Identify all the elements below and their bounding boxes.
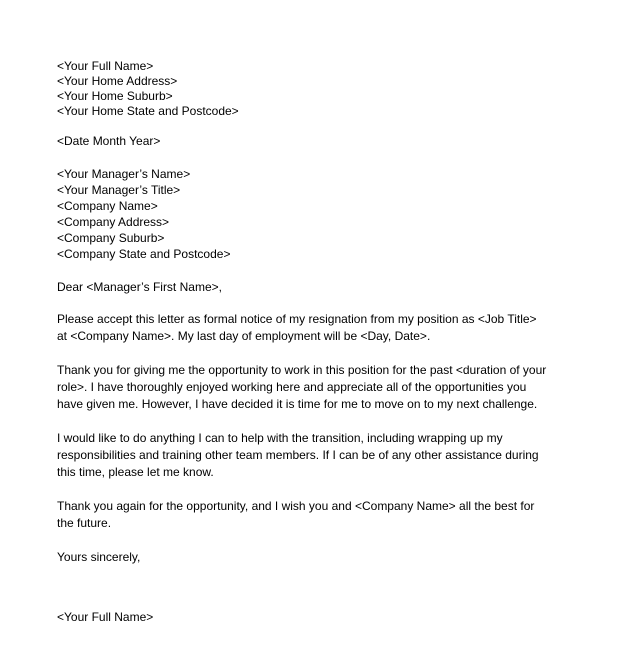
recipient-company-name: <Company Name> bbox=[57, 199, 158, 213]
sender-state-postcode: <Your Home State and Postcode> bbox=[57, 104, 239, 118]
paragraph-2 bbox=[57, 362, 577, 413]
resignation-letter bbox=[57, 59, 577, 625]
sender-suburb: <Your Home Suburb> bbox=[57, 89, 173, 103]
paragraph-2-line-3: have given me. However, I have decided it is time for me to move on to my next challenge. bbox=[57, 397, 538, 411]
recipient-company-suburb: <Company Suburb> bbox=[57, 231, 165, 245]
sender-block bbox=[57, 59, 577, 119]
closing: Yours sincerely, bbox=[57, 550, 141, 564]
recipient-company-address: <Company Address> bbox=[57, 215, 170, 229]
salutation: Dear <Manager’s First Name>, bbox=[57, 280, 222, 294]
signature-name: <Your Full Name> bbox=[57, 610, 154, 624]
paragraph-1-line-1: Please accept this letter as formal notice of my resignation from my position as <Job Title> bbox=[57, 312, 537, 326]
recipient-manager-name: <Your Manager’s Name> bbox=[57, 167, 191, 181]
date-block bbox=[57, 133, 577, 149]
paragraph-4 bbox=[57, 498, 577, 532]
recipient-block bbox=[57, 166, 577, 262]
closing-block bbox=[57, 549, 577, 565]
salutation-block bbox=[57, 279, 577, 295]
paragraph-3-line-2: responsibilities and training other team members. If I can be of any other assistance during bbox=[57, 448, 539, 462]
recipient-company-state-postcode: <Company State and Postcode> bbox=[57, 247, 231, 261]
paragraph-4-line-2: the future. bbox=[57, 516, 112, 530]
paragraph-2-line-1: Thank you for giving me the opportunity to work in this position for the past <duration of your bbox=[57, 363, 547, 377]
signature-block bbox=[57, 609, 577, 625]
letter-date: <Date Month Year> bbox=[57, 134, 161, 148]
paragraph-2-line-2: role>. I have thoroughly enjoyed working here and appreciate all of the opportunities you bbox=[57, 380, 527, 394]
paragraph-3-line-3: this time, please let me know. bbox=[57, 465, 214, 479]
recipient-manager-title: <Your Manager’s Title> bbox=[57, 183, 181, 197]
paragraph-1-line-2: at <Company Name>. My last day of employment will be <Day, Date>. bbox=[57, 329, 431, 343]
paragraph-4-line-1: Thank you again for the opportunity, and I wish you and <Company Name> all the best for bbox=[57, 499, 535, 513]
paragraph-3-line-1: I would like to do anything I can to help with the transition, including wrapping up my bbox=[57, 431, 503, 445]
sender-address: <Your Home Address> bbox=[57, 74, 178, 88]
paragraph-3 bbox=[57, 430, 577, 481]
paragraph-1 bbox=[57, 311, 577, 345]
sender-name: <Your Full Name> bbox=[57, 59, 154, 73]
